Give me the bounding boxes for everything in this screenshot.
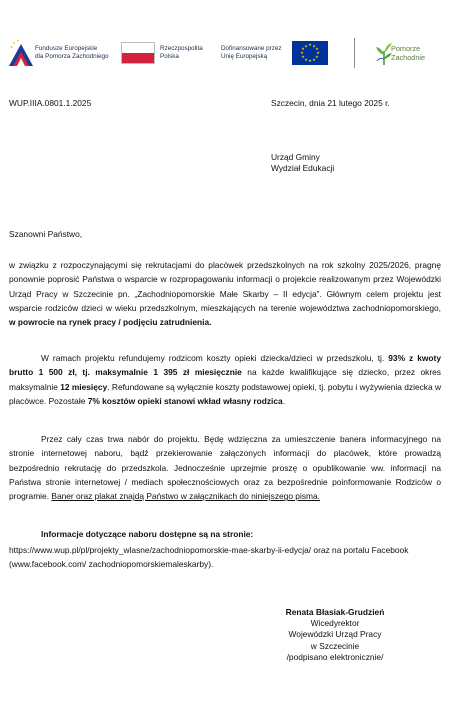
signature-city: w Szczecinie: [310, 640, 360, 651]
svg-text:★: ★: [312, 57, 316, 63]
svg-text:★: ★: [304, 43, 308, 49]
signature-title: Wicedyrektor: [310, 618, 360, 629]
eu-stars-icon: [292, 41, 328, 65]
rp-line1: Rzeczpospolita: [160, 45, 203, 52]
svg-text:★: ★: [308, 42, 312, 48]
place-date: Szczecin, dnia 21 lutego 2025 r.: [271, 98, 390, 108]
paragraph-request: [9, 432, 441, 503]
eu-line1: Dofinansowane przez: [221, 45, 282, 52]
p2-bold-own-contribution: 7% kosztów opieki stanowi wkład własny rodzica: [87, 395, 283, 406]
svg-text:★: ★: [301, 54, 305, 60]
p2-text-e: . Refundowane są wyłącznie koszty podstawowej opieki, tj. pobytu i wyżywienia dziecka w placówce. Pozostałe: [9, 381, 442, 406]
fundusze-europejskie-logo-icon: [9, 38, 33, 66]
svg-text:★: ★: [315, 54, 319, 60]
svg-text:★: ★: [301, 46, 305, 52]
eu-flag-icon: [292, 41, 328, 65]
p1-text: w związku z rozpoczynającymi się rekrutacjami do placówek przedszkolnych na rok szkolny 2025/2026, pragnę ponownie poprosić Państwa o wsparcie w rozpropagowaniu informacji o projekcie realizowanym przez Wojewódzki Urząd Pracy w Szczecinie pn. „Zachodniopomorskie Małe Skarby – II edycja”. Głównym celem projektu jest wsparcie rodziców dzieci w wieku przedszkolnym, mieszkających na terenie województwa zachodniopomorskiego,: [9, 260, 441, 313]
p2-bold-amount: 93% z kwoty brutto 1 500 zł, tj. maksymalnie 1 395 zł miesięcznie: [9, 353, 441, 378]
signature-block: [260, 607, 410, 663]
polish-flag-icon: [121, 42, 155, 64]
p2-text-g: .: [282, 395, 286, 406]
p2-bold-months: 12 miesięcy: [60, 381, 108, 392]
p1-bold: w powrocie na rynek pracy / podjęciu zatrudnienia.: [9, 317, 212, 328]
recipient-line2: Wydział Edukacji: [271, 163, 335, 173]
fe-line2: dla Pomorza Zachodniego: [35, 52, 109, 60]
p2-text-c: na każde kwalifikujące się dziecko, przez okres maksymalnie: [9, 367, 441, 392]
svg-text:★: ★: [316, 50, 320, 56]
svg-text:★: ★: [300, 50, 304, 56]
rzeczpospolita-label: [160, 45, 203, 60]
paragraph-refund: [9, 351, 441, 408]
signature-note: /podpisano elektronicznie/: [286, 651, 384, 662]
rp-line2: Polska: [160, 52, 179, 60]
pz-line2: Zachodnie: [391, 52, 426, 62]
svg-text:★: ★: [308, 58, 312, 64]
logo-divider: [354, 38, 355, 68]
pomorze-zachodnie-label: [391, 45, 425, 62]
salutation: Szanowni Państwo,: [9, 229, 83, 239]
fundusze-europejskie-label: [35, 45, 109, 60]
logo-bar: [0, 0, 450, 80]
signature-name: Renata Błasiak-Grudzień: [285, 607, 385, 617]
svg-text:★: ★: [312, 43, 316, 49]
pz-line1: Pomorze: [391, 44, 421, 53]
p3-text: Przez cały czas trwa nabór do projektu. Będę wdzięczna za umieszczenie banera informacyjnego na stronie internetowej naboru, bądź przekierowanie załączonych informacji do placówek, które prowadzą bezpośrednio rekrutację do przedszkola. Jednocześnie uprzejmie proszę o opublikowanie ww. informacji na Państwa stronie internetowej / mediach społecznościowych oraz za bezpośrednie poinformowanie Rodziców o programie.: [9, 434, 441, 502]
recipient-block: [271, 152, 334, 174]
svg-text:★: ★: [304, 57, 308, 63]
p2-text-a: W ramach projektu refundujemy rodzicom koszty opieki dziecka/dzieci w przedszkolu, tj.: [41, 353, 389, 363]
paragraph-project-intro: [9, 258, 441, 329]
signature-org: Wojewódzki Urząd Pracy: [288, 629, 382, 640]
recipient-line1: Urząd Gminy: [271, 152, 320, 162]
eu-label: [221, 45, 282, 60]
svg-text:★: ★: [315, 46, 319, 52]
letter-reference: WUP.IIIA.0801.1.2025: [9, 98, 92, 108]
p3-underlined: Baner oraz plakat znajdą Państwo w załącznikach do niniejszego pisma.: [51, 491, 320, 502]
fe-line1: Fundusze Europejskie: [35, 45, 98, 52]
info-heading: Informacje dotyczące naboru dostępne są na stronie:: [41, 529, 254, 539]
eu-line2: Unię Europejską: [221, 52, 268, 60]
paragraph-links: https://www.wup.pl/pl/projekty_wlasne/zachodniopomorskie-mae-skarby-ii-edycja/ oraz na portalu Facebook (www.facebook.com/ zachodniopomorskiemaleskarby).: [9, 545, 409, 570]
